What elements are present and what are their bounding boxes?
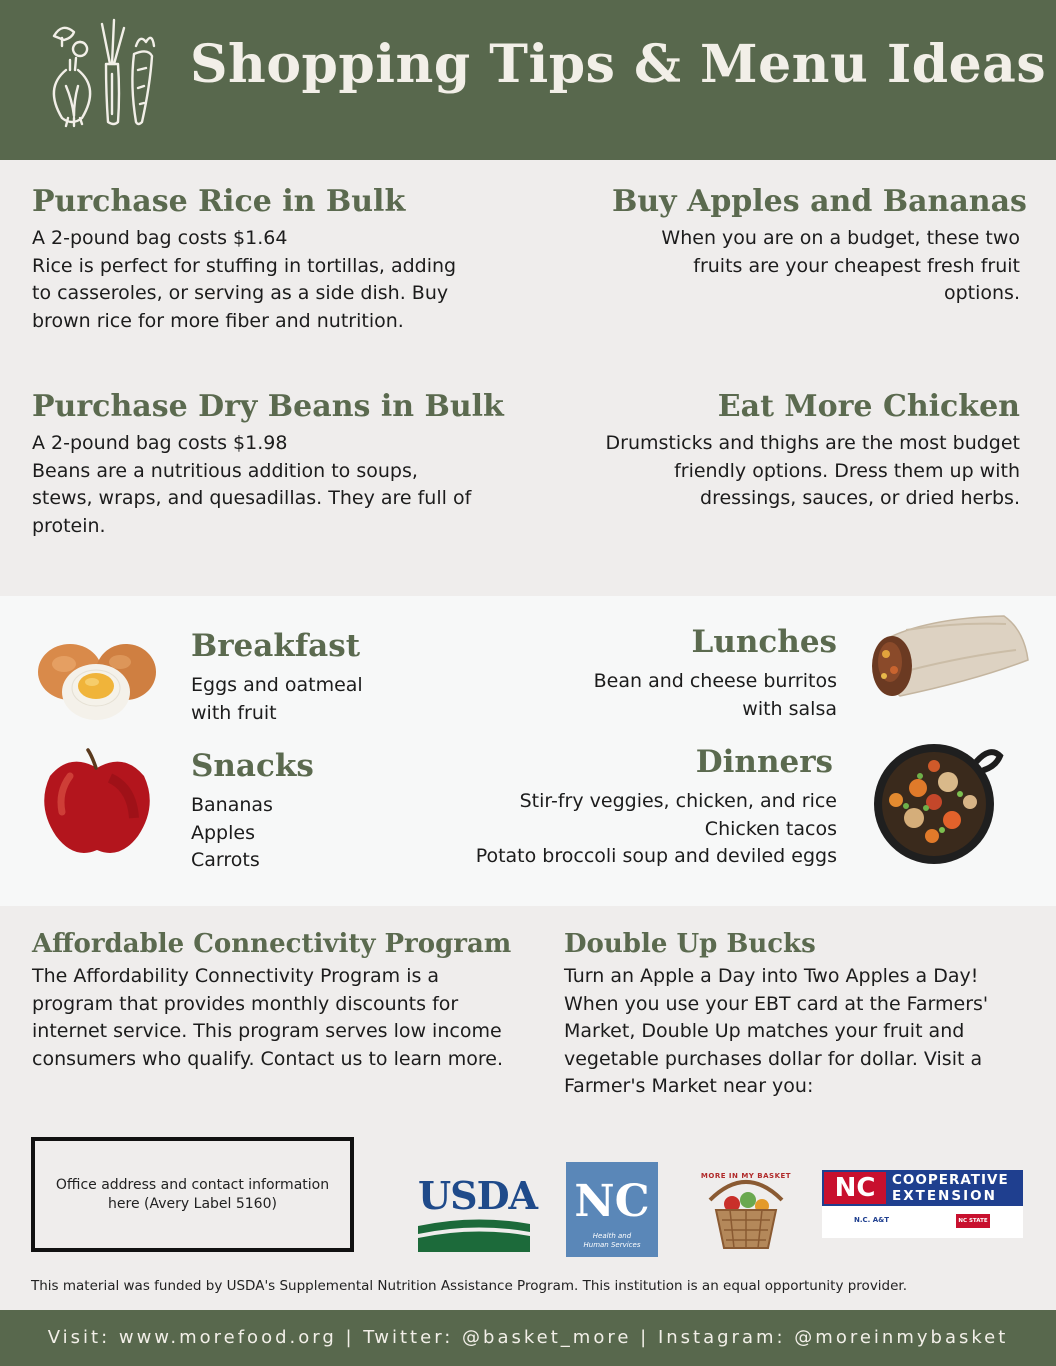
tip-heading: Eat More Chicken <box>717 389 1020 424</box>
tip-text: Rice is perfect for stuffing in tortillas, adding to casseroles, or serving as a side dish. Buy brown rice for more fiber and nutrition. <box>32 254 457 332</box>
program-acp <box>32 929 512 1073</box>
burrito-icon <box>866 610 1030 700</box>
tip-rice <box>32 184 472 335</box>
funding-statement: This material was funded by USDA's Supplemental Nutrition Assistance Program. This institution is an equal opportunity provider. <box>31 1278 908 1294</box>
tip-heading: Buy Apples and Bananas <box>612 184 1027 219</box>
nc-dhhs-logo: NC Health and Human Services <box>566 1162 658 1257</box>
menu-snacks <box>191 748 431 875</box>
tip-beans <box>32 389 504 540</box>
more-in-my-basket-logo: MORE IN MY BASKET <box>696 1160 796 1252</box>
vegetables-icon <box>40 14 160 130</box>
menu-item: Eggs and oatmeal <box>191 674 363 696</box>
menu-item: with salsa <box>742 697 837 720</box>
tip-text: Beans are a nutritious addition to soups, stews, wraps, and quesadillas. They are full of protein. <box>32 459 472 537</box>
tip-price: A 2-pound bag costs $1.98 <box>32 432 288 454</box>
menu-heading: Breakfast <box>191 628 361 664</box>
eggs-icon <box>34 636 160 722</box>
tip-heading: Purchase Rice in Bulk <box>32 184 406 219</box>
menu-lunches <box>540 624 837 723</box>
menu-heading: Lunches <box>691 624 837 660</box>
menu-item: Stir-fry veggies, chicken, and rice <box>519 790 837 812</box>
header-banner <box>0 0 1056 160</box>
menu-item: Apples <box>191 821 255 844</box>
program-heading: Affordable Connectivity Program <box>32 929 512 959</box>
footer-contact-bar: Visit: www.morefood.org | Twitter: @basket_more | Instagram: @moreinmybasket <box>0 1310 1056 1366</box>
tip-heading: Purchase Dry Beans in Bulk <box>32 389 504 424</box>
tip-text: When you are on a budget, these two fruits are your cheapest fresh fruit options. <box>661 227 1020 304</box>
menu-heading: Snacks <box>191 748 314 784</box>
tip-text: Drumsticks and thighs are the most budget friendly options. Dress them up with dressings, sauces, or dried herbs. <box>605 432 1020 509</box>
program-double-up <box>564 929 1026 1101</box>
program-text: The Affordability Connectivity Program is a program that provides monthly discounts for internet service. This program serves low income consumers who qualify. Contact us to learn more. <box>32 965 504 1070</box>
stir-fry-pan-icon <box>866 736 1004 866</box>
menu-item: Carrots <box>191 849 260 871</box>
program-heading: Double Up Bucks <box>564 929 816 959</box>
menu-item: Bananas <box>191 794 273 816</box>
usda-field-icon <box>418 1216 530 1252</box>
apple-icon <box>40 748 154 860</box>
menu-item: with fruit <box>191 701 277 724</box>
tip-chicken <box>600 389 1020 513</box>
program-text: Turn an Apple a Day into Two Apples a Day! When you use your EBT card at the Farmers' Market, Double Up matches your fruit and vegetable purchases dollar for dollar. Visit a Farmer's Market near you: <box>564 965 989 1097</box>
menu-item: Bean and cheese burritos <box>593 670 837 692</box>
menu-item: Chicken tacos <box>704 817 837 840</box>
menu-ideas-band <box>0 596 1056 906</box>
address-label-box: Office address and contact information here (Avery Label 5160) <box>31 1137 354 1252</box>
menu-item: Potato broccoli soup and deviled eggs <box>475 845 837 867</box>
menu-heading: Dinners <box>695 744 833 780</box>
page-title: Shopping Tips & Menu Ideas <box>190 34 1047 95</box>
usda-logo: USDA <box>418 1176 530 1254</box>
menu-breakfast <box>191 628 451 727</box>
nc-cooperative-extension-logo: NC COOPERATIVE EXTENSION N.C. A&T NC STATE <box>822 1170 1023 1238</box>
tip-price: A 2-pound bag costs $1.64 <box>32 227 288 249</box>
menu-dinners <box>440 744 837 871</box>
tip-apples-bananas <box>612 184 1027 308</box>
